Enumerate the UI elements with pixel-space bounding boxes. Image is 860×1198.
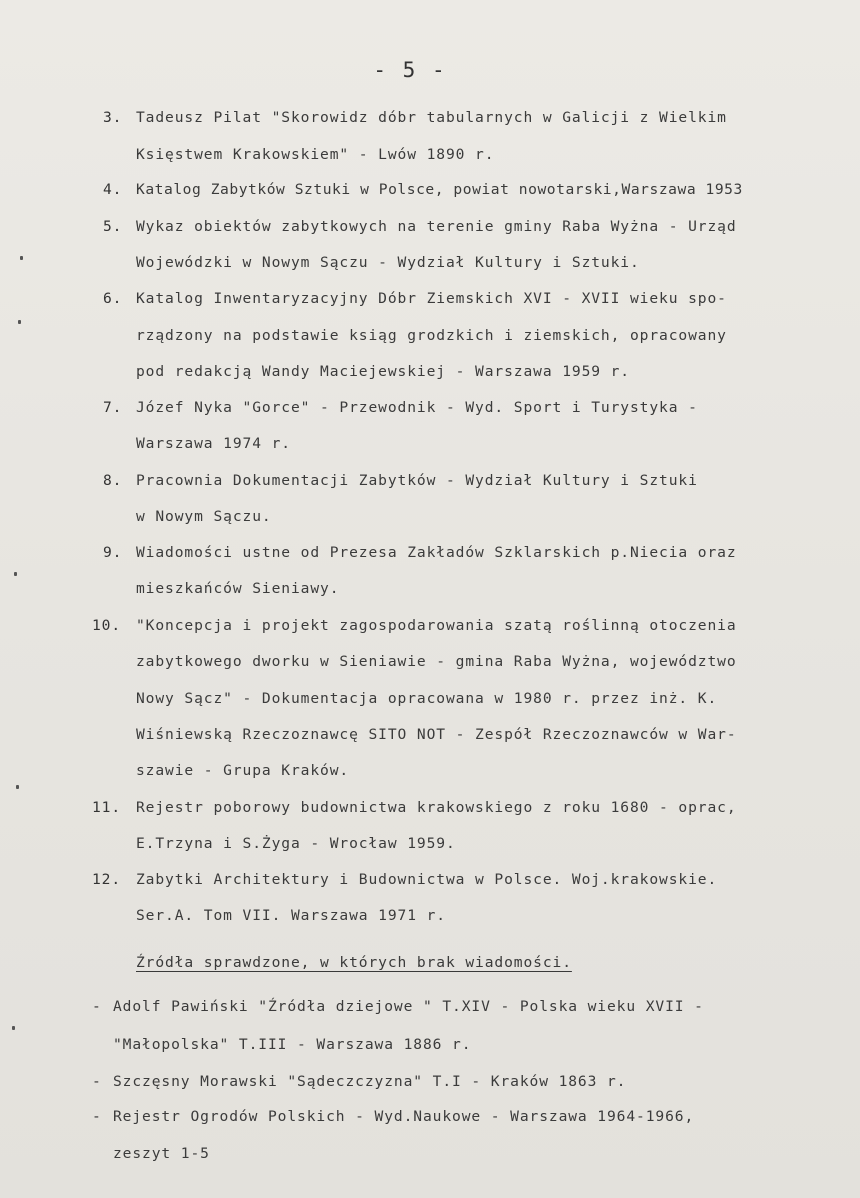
entry-line: Ser.A. Tom VII. Warszawa 1971 r.	[136, 907, 446, 924]
entry-number: 4.	[103, 181, 123, 198]
entry-number: 12.	[92, 871, 122, 888]
entry-number: 9.	[103, 544, 123, 561]
entry-line: Księstwem Krakowskiem" - Lwów 1890 r.	[136, 146, 495, 163]
entry-line: szawie - Grupa Kraków.	[136, 762, 350, 779]
entry-line: Wykaz obiektów zabytkowych na terenie gminy Raba Wyżna - Urząd	[136, 218, 737, 235]
margin-speck	[16, 785, 19, 789]
entry-number: 8.	[103, 472, 123, 489]
margin-speck	[20, 256, 23, 260]
entry-line: Pracownia Dokumentacji Zabytków - Wydział Kultury i Sztuki	[136, 472, 698, 489]
bullet-line: Rejestr Ogrodów Polskich - Wyd.Naukowe - Warszawa 1964-1966,	[113, 1108, 695, 1125]
entry-number: 7.	[103, 399, 123, 416]
entry-line: Tadeusz Pilat "Skorowidz dóbr tabularnych w Galicji z Wielkim	[136, 109, 727, 126]
entry-line: Zabytki Architektury i Budownictwa w Polsce. Woj.krakowskie.	[136, 871, 718, 888]
entry-line: Józef Nyka "Gorce" - Przewodnik - Wyd. Sport i Turystyka -	[136, 399, 698, 416]
entry-line: Nowy Sącz" - Dokumentacja opracowana w 1980 r. przez inż. K.	[136, 690, 718, 707]
entry-line: Warszawa 1974 r.	[136, 435, 291, 452]
section-heading: Źródła sprawdzone, w których brak wiadomości.	[136, 954, 572, 971]
margin-speck	[18, 320, 21, 324]
bullet-line: zeszyt 1-5	[113, 1145, 210, 1162]
entry-number: 5.	[103, 218, 123, 235]
bullet-marker: -	[92, 1108, 102, 1125]
entry-line: Wiadomości ustne od Prezesa Zakładów Szklarskich p.Niecia oraz	[136, 544, 737, 561]
entry-line: Wojewódzki w Nowym Sączu - Wydział Kultury i Sztuki.	[136, 254, 640, 271]
margin-speck	[12, 1026, 15, 1030]
entry-number: 6.	[103, 290, 123, 307]
entry-line: pod redakcją Wandy Maciejewskiej - Warszawa 1959 r.	[136, 363, 630, 380]
entry-line: Wiśniewską Rzeczoznawcę SITO NOT - Zespół Rzeczoznawców w War-	[136, 726, 737, 743]
entry-number: 10.	[92, 617, 122, 634]
bullet-line: Adolf Pawiński "Źródła dziejowe " T.XIV - Polska wieku XVII -	[113, 998, 704, 1015]
entry-line: Katalog Inwentaryzacyjny Dóbr Ziemskich XVI - XVII wieku spo-	[136, 290, 727, 307]
margin-speck	[14, 572, 17, 576]
entry-number: 11.	[92, 799, 122, 816]
entry-line: rządzony na podstawie ksiąg grodzkich i ziemskich, opracowany	[136, 327, 727, 344]
bullet-line: "Małopolska" T.III - Warszawa 1886 r.	[113, 1036, 472, 1053]
entry-number: 3.	[103, 109, 123, 126]
entry-line: Katalog Zabytków Sztuki w Polsce, powiat nowotarski,Warszawa 1953	[136, 181, 743, 198]
page-number: - 5 -	[373, 58, 447, 82]
bullet-line: Szczęsny Morawski "Sądeczczyzna" T.I - Kraków 1863 r.	[113, 1073, 627, 1090]
entry-line: "Koncepcja i projekt zagospodarowania szatą roślinną otoczenia	[136, 617, 737, 634]
entry-line: zabytkowego dworku w Sieniawie - gmina Raba Wyżna, województwo	[136, 653, 737, 670]
bullet-marker: -	[92, 1073, 102, 1090]
bullet-marker: -	[92, 998, 102, 1015]
entry-line: E.Trzyna i S.Żyga - Wrocław 1959.	[136, 835, 456, 852]
entry-line: w Nowym Sączu.	[136, 508, 272, 525]
entry-line: Rejestr poborowy budownictwa krakowskiego z roku 1680 - oprac,	[136, 799, 737, 816]
entry-line: mieszkańców Sieniawy.	[136, 580, 340, 597]
